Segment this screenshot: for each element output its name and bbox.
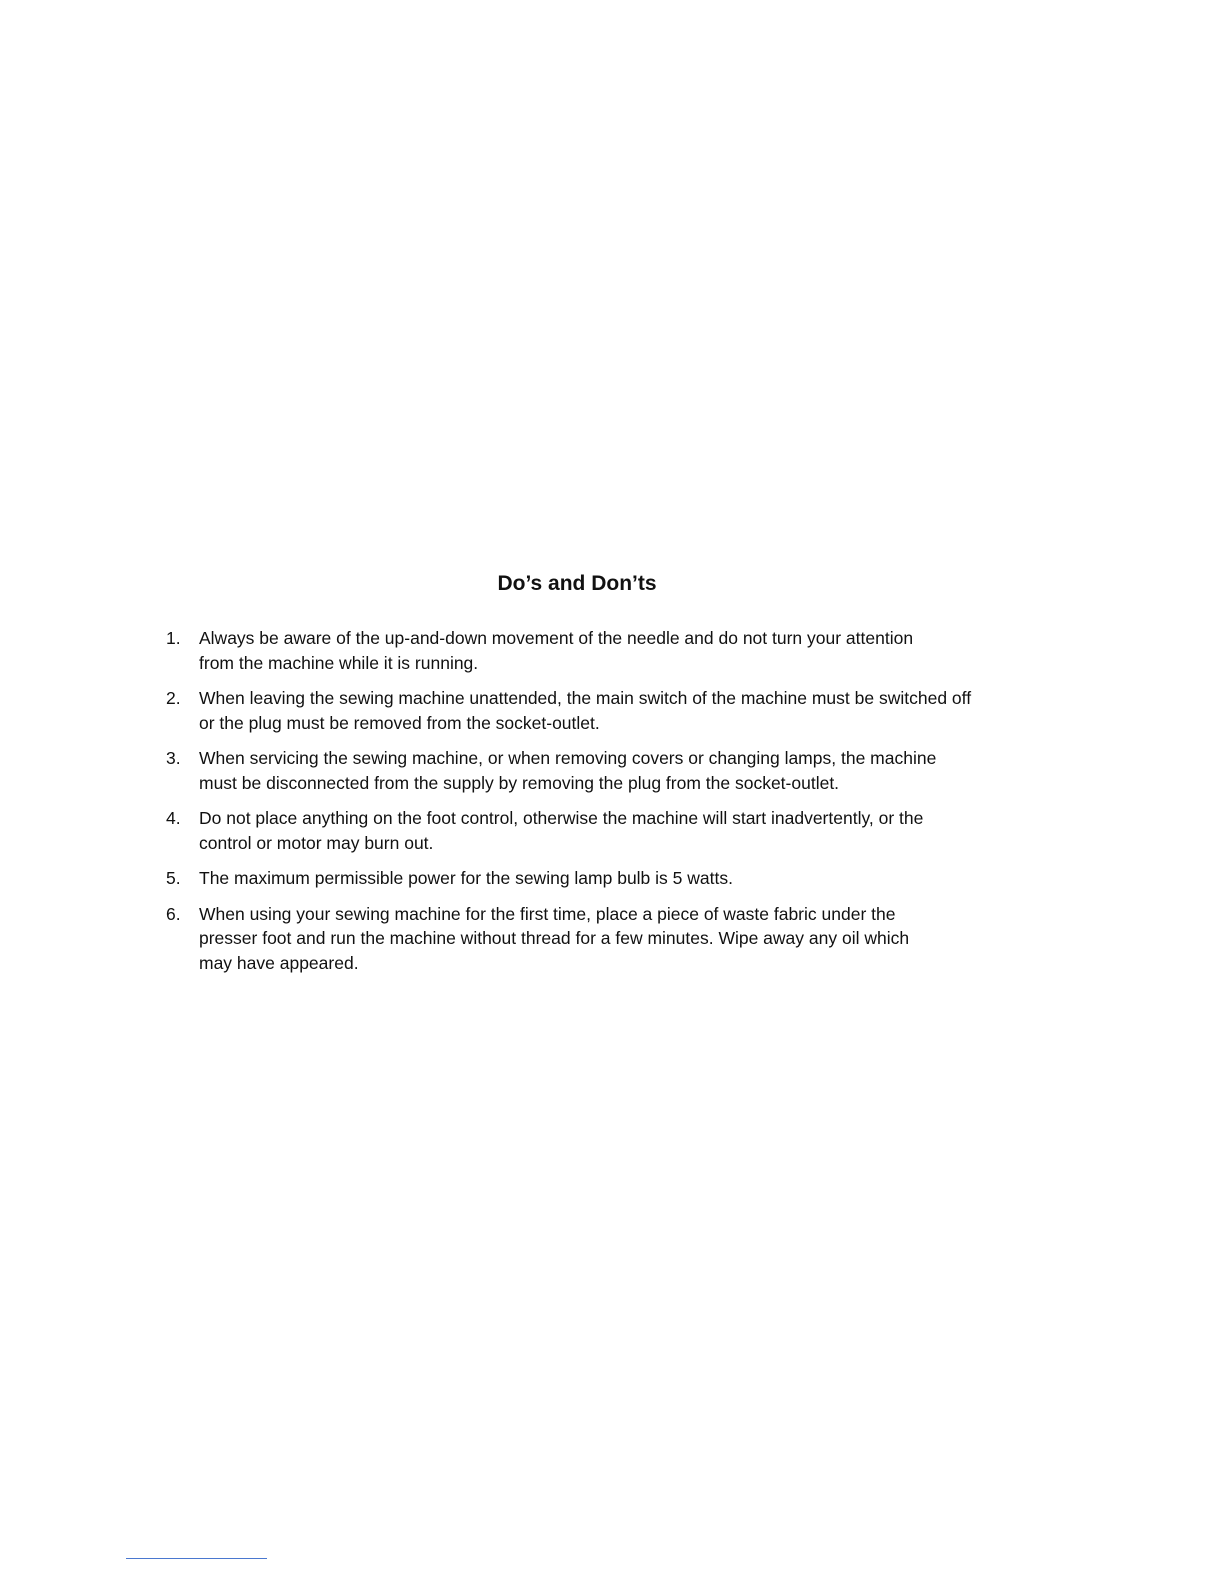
item-line: The maximum permissible power for the sewing lamp bulb is 5 watts. xyxy=(199,868,733,888)
item-line: must be disconnected from the supply by removing the plug from the socket-outlet. xyxy=(199,772,840,793)
item-text xyxy=(199,686,1066,735)
item-line: Always be aware of the up-and-down movement of the needle and do not turn your attention xyxy=(199,628,914,648)
item-number: 5. xyxy=(166,868,181,888)
instruction-list xyxy=(166,626,1066,986)
item-line: presser foot and run the machine without thread for a few minutes. Wipe away any oil which xyxy=(199,928,910,948)
item-number: 6. xyxy=(166,903,181,924)
footnote-rule xyxy=(126,1558,267,1559)
item-line: When using your sewing machine for the first time, place a piece of waste fabric under the xyxy=(199,903,896,924)
item-line: When servicing the sewing machine, or when removing covers or changing lamps, the machine xyxy=(199,748,937,768)
list-item xyxy=(166,902,1066,976)
list-item xyxy=(166,686,1066,735)
page-title: Do’s and Don’ts xyxy=(497,572,657,595)
item-text xyxy=(199,902,1066,976)
item-line: Do not place anything on the foot control, otherwise the machine will start inadvertently, or the xyxy=(199,808,924,828)
item-number: 4. xyxy=(166,808,181,828)
list-item xyxy=(166,746,1066,795)
item-text xyxy=(199,866,1066,891)
list-item xyxy=(166,866,1066,891)
item-number: 1. xyxy=(166,628,181,648)
list-item xyxy=(166,626,1066,675)
item-line: or the plug must be removed from the socket-outlet. xyxy=(199,712,600,733)
item-text xyxy=(199,806,1066,855)
item-line: control or motor may burn out. xyxy=(199,832,434,853)
item-line: may have appeared. xyxy=(199,952,359,973)
item-text xyxy=(199,626,1066,675)
item-text xyxy=(199,746,1066,795)
item-number: 3. xyxy=(166,748,181,768)
item-number: 2. xyxy=(166,688,181,708)
list-item xyxy=(166,806,1066,855)
item-line: When leaving the sewing machine unattended, the main switch of the machine must be switched off xyxy=(199,688,972,708)
item-line: from the machine while it is running. xyxy=(199,652,479,673)
